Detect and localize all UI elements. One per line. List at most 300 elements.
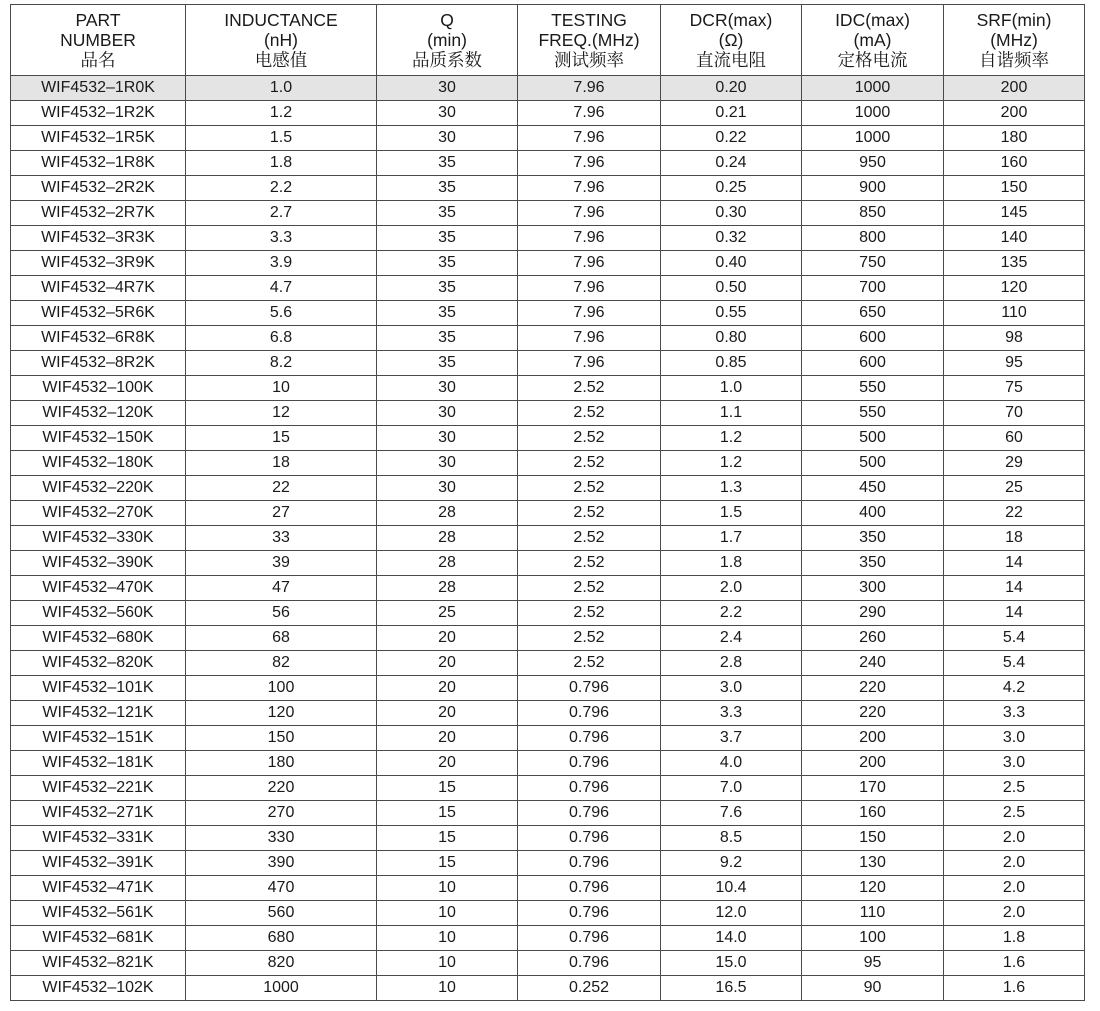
inductance-cell: 560 <box>186 901 377 926</box>
inductance-cell: 12 <box>186 401 377 426</box>
header-line-en: PART <box>75 10 121 30</box>
table-row <box>11 551 1085 576</box>
header-srf <box>944 5 1085 76</box>
test-freq-cell: 2.52 <box>518 526 661 551</box>
table-row <box>11 401 1085 426</box>
part-number-cell: WIF4532–150K <box>11 426 186 451</box>
dcr-cell: 0.24 <box>661 151 802 176</box>
table-row <box>11 326 1085 351</box>
part-number-cell: WIF4532–180K <box>11 451 186 476</box>
srf-cell: 2.5 <box>944 801 1085 826</box>
inductance-cell: 330 <box>186 826 377 851</box>
test-freq-cell: 7.96 <box>518 251 661 276</box>
dcr-cell: 0.50 <box>661 276 802 301</box>
table-row <box>11 601 1085 626</box>
srf-cell: 145 <box>944 201 1085 226</box>
srf-cell: 14 <box>944 551 1085 576</box>
q-cell: 10 <box>377 976 518 1001</box>
srf-cell: 3.3 <box>944 701 1085 726</box>
srf-cell: 75 <box>944 376 1085 401</box>
idc-cell: 600 <box>802 326 944 351</box>
srf-cell: 1.6 <box>944 976 1085 1001</box>
inductance-cell: 5.6 <box>186 301 377 326</box>
idc-cell: 240 <box>802 651 944 676</box>
header-line-zh: 自谐频率 <box>979 50 1049 70</box>
table-body <box>11 76 1085 1001</box>
inductance-cell: 4.7 <box>186 276 377 301</box>
idc-cell: 300 <box>802 576 944 601</box>
table-row <box>11 176 1085 201</box>
header-row <box>11 5 1085 76</box>
srf-cell: 3.0 <box>944 726 1085 751</box>
idc-cell: 700 <box>802 276 944 301</box>
inductance-cell: 82 <box>186 651 377 676</box>
header-line-en: Q <box>440 10 454 30</box>
test-freq-cell: 7.96 <box>518 351 661 376</box>
table-row <box>11 576 1085 601</box>
inductance-cell: 1000 <box>186 976 377 1001</box>
header-line-zh: 直流电阻 <box>696 50 766 70</box>
srf-cell: 200 <box>944 101 1085 126</box>
inductance-cell: 1.0 <box>186 76 377 101</box>
header-line-unit: (Ω) <box>718 30 744 50</box>
q-cell: 15 <box>377 851 518 876</box>
inductance-cell: 68 <box>186 626 377 651</box>
part-number-cell: WIF4532–3R3K <box>11 226 186 251</box>
table-row <box>11 701 1085 726</box>
q-cell: 20 <box>377 676 518 701</box>
dcr-cell: 3.7 <box>661 726 802 751</box>
idc-cell: 900 <box>802 176 944 201</box>
test-freq-cell: 2.52 <box>518 501 661 526</box>
inductance-cell: 1.2 <box>186 101 377 126</box>
q-cell: 20 <box>377 726 518 751</box>
table-row <box>11 951 1085 976</box>
dcr-cell: 0.85 <box>661 351 802 376</box>
part-number-cell: WIF4532–390K <box>11 551 186 576</box>
q-cell: 35 <box>377 326 518 351</box>
q-cell: 28 <box>377 526 518 551</box>
q-cell: 30 <box>377 376 518 401</box>
srf-cell: 18 <box>944 526 1085 551</box>
q-cell: 20 <box>377 701 518 726</box>
idc-cell: 950 <box>802 151 944 176</box>
srf-cell: 2.5 <box>944 776 1085 801</box>
q-cell: 35 <box>377 301 518 326</box>
table-row <box>11 501 1085 526</box>
table-row <box>11 126 1085 151</box>
inductance-cell: 3.3 <box>186 226 377 251</box>
dcr-cell: 3.0 <box>661 676 802 701</box>
inductance-cell: 680 <box>186 926 377 951</box>
dcr-cell: 12.0 <box>661 901 802 926</box>
q-cell: 35 <box>377 276 518 301</box>
srf-cell: 25 <box>944 476 1085 501</box>
idc-cell: 130 <box>802 851 944 876</box>
table-row <box>11 976 1085 1001</box>
inductance-cell: 1.5 <box>186 126 377 151</box>
dcr-cell: 14.0 <box>661 926 802 951</box>
header-idc <box>802 5 944 76</box>
test-freq-cell: 2.52 <box>518 376 661 401</box>
dcr-cell: 7.0 <box>661 776 802 801</box>
srf-cell: 200 <box>944 76 1085 101</box>
dcr-cell: 0.80 <box>661 326 802 351</box>
idc-cell: 500 <box>802 426 944 451</box>
inductance-cell: 270 <box>186 801 377 826</box>
part-number-cell: WIF4532–470K <box>11 576 186 601</box>
inductance-cell: 220 <box>186 776 377 801</box>
table-row <box>11 801 1085 826</box>
test-freq-cell: 0.796 <box>518 851 661 876</box>
header-line-zh: 品名 <box>80 50 116 70</box>
inductance-cell: 22 <box>186 476 377 501</box>
table-row <box>11 676 1085 701</box>
part-number-cell: WIF4532–821K <box>11 951 186 976</box>
dcr-cell: 0.20 <box>661 76 802 101</box>
table-row <box>11 651 1085 676</box>
inductance-cell: 10 <box>186 376 377 401</box>
header-q <box>377 5 518 76</box>
inductance-cell: 390 <box>186 851 377 876</box>
inductance-cell: 2.7 <box>186 201 377 226</box>
part-number-cell: WIF4532–331K <box>11 826 186 851</box>
part-number-cell: WIF4532–270K <box>11 501 186 526</box>
dcr-cell: 3.3 <box>661 701 802 726</box>
inductance-cell: 8.2 <box>186 351 377 376</box>
part-number-cell: WIF4532–680K <box>11 626 186 651</box>
dcr-cell: 0.22 <box>661 126 802 151</box>
dcr-cell: 8.5 <box>661 826 802 851</box>
inductance-cell: 1.8 <box>186 151 377 176</box>
idc-cell: 550 <box>802 376 944 401</box>
table-row <box>11 101 1085 126</box>
test-freq-cell: 7.96 <box>518 151 661 176</box>
srf-cell: 5.4 <box>944 626 1085 651</box>
part-number-cell: WIF4532–1R5K <box>11 126 186 151</box>
part-number-cell: WIF4532–220K <box>11 476 186 501</box>
dcr-cell: 0.32 <box>661 226 802 251</box>
q-cell: 15 <box>377 801 518 826</box>
idc-cell: 450 <box>802 476 944 501</box>
part-number-cell: WIF4532–471K <box>11 876 186 901</box>
test-freq-cell: 7.96 <box>518 276 661 301</box>
test-freq-cell: 0.252 <box>518 976 661 1001</box>
table-row <box>11 201 1085 226</box>
srf-cell: 150 <box>944 176 1085 201</box>
dcr-cell: 4.0 <box>661 751 802 776</box>
idc-cell: 170 <box>802 776 944 801</box>
q-cell: 15 <box>377 826 518 851</box>
table-row <box>11 751 1085 776</box>
q-cell: 30 <box>377 126 518 151</box>
q-cell: 28 <box>377 551 518 576</box>
header-line-en: TESTING <box>551 10 627 30</box>
idc-cell: 1000 <box>802 101 944 126</box>
part-number-cell: WIF4532–120K <box>11 401 186 426</box>
dcr-cell: 0.25 <box>661 176 802 201</box>
header-line-zh: 品质系数 <box>412 50 482 70</box>
srf-cell: 5.4 <box>944 651 1085 676</box>
header-line-zh: 定格电流 <box>837 50 908 70</box>
part-number-cell: WIF4532–271K <box>11 801 186 826</box>
part-number-cell: WIF4532–2R2K <box>11 176 186 201</box>
idc-cell: 200 <box>802 726 944 751</box>
idc-cell: 120 <box>802 876 944 901</box>
table-row <box>11 351 1085 376</box>
part-number-cell: WIF4532–561K <box>11 901 186 926</box>
table-row-highlighted <box>11 76 1085 101</box>
dcr-cell: 1.2 <box>661 451 802 476</box>
dcr-cell: 1.7 <box>661 526 802 551</box>
table-row <box>11 151 1085 176</box>
srf-cell: 1.6 <box>944 951 1085 976</box>
part-number-cell: WIF4532–1R2K <box>11 101 186 126</box>
q-cell: 10 <box>377 901 518 926</box>
table-row <box>11 876 1085 901</box>
q-cell: 30 <box>377 426 518 451</box>
part-number-cell: WIF4532–6R8K <box>11 326 186 351</box>
q-cell: 20 <box>377 626 518 651</box>
test-freq-cell: 0.796 <box>518 776 661 801</box>
header-line-en: INDUCTANCE <box>224 10 338 30</box>
idc-cell: 90 <box>802 976 944 1001</box>
idc-cell: 550 <box>802 401 944 426</box>
idc-cell: 290 <box>802 601 944 626</box>
part-number-cell: WIF4532–5R6K <box>11 301 186 326</box>
test-freq-cell: 0.796 <box>518 951 661 976</box>
test-freq-cell: 2.52 <box>518 576 661 601</box>
part-number-cell: WIF4532–820K <box>11 651 186 676</box>
idc-cell: 850 <box>802 201 944 226</box>
inductance-cell: 27 <box>186 501 377 526</box>
header-line-zh: 测试频率 <box>554 50 624 70</box>
q-cell: 30 <box>377 451 518 476</box>
dcr-cell: 1.1 <box>661 401 802 426</box>
inductance-cell: 47 <box>186 576 377 601</box>
dcr-cell: 2.2 <box>661 601 802 626</box>
srf-cell: 140 <box>944 226 1085 251</box>
table-row <box>11 776 1085 801</box>
inductance-cell: 33 <box>186 526 377 551</box>
idc-cell: 260 <box>802 626 944 651</box>
part-number-cell: WIF4532–181K <box>11 751 186 776</box>
test-freq-cell: 0.796 <box>518 826 661 851</box>
header-line-en: DCR(max) <box>689 10 773 30</box>
part-number-cell: WIF4532–221K <box>11 776 186 801</box>
header-line-unit: (nH) <box>263 30 299 50</box>
q-cell: 28 <box>377 501 518 526</box>
test-freq-cell: 0.796 <box>518 701 661 726</box>
inductance-cell: 470 <box>186 876 377 901</box>
dcr-cell: 2.8 <box>661 651 802 676</box>
srf-cell: 98 <box>944 326 1085 351</box>
table-row <box>11 926 1085 951</box>
idc-cell: 220 <box>802 676 944 701</box>
table-row <box>11 901 1085 926</box>
table-row <box>11 226 1085 251</box>
srf-cell: 2.0 <box>944 826 1085 851</box>
idc-cell: 150 <box>802 826 944 851</box>
dcr-cell: 0.40 <box>661 251 802 276</box>
test-freq-cell: 2.52 <box>518 551 661 576</box>
idc-cell: 350 <box>802 551 944 576</box>
idc-cell: 1000 <box>802 126 944 151</box>
q-cell: 30 <box>377 401 518 426</box>
inductor-spec-table <box>10 4 1085 1001</box>
table-row <box>11 826 1085 851</box>
srf-cell: 4.2 <box>944 676 1085 701</box>
part-number-cell: WIF4532–100K <box>11 376 186 401</box>
part-number-cell: WIF4532–121K <box>11 701 186 726</box>
srf-cell: 1.8 <box>944 926 1085 951</box>
header-line-unit: (mA) <box>853 30 892 50</box>
header-line-en: SRF(min) <box>976 10 1052 30</box>
test-freq-cell: 0.796 <box>518 676 661 701</box>
srf-cell: 180 <box>944 126 1085 151</box>
dcr-cell: 9.2 <box>661 851 802 876</box>
srf-cell: 14 <box>944 576 1085 601</box>
test-freq-cell: 7.96 <box>518 176 661 201</box>
header-line-zh: 电感值 <box>254 50 308 70</box>
idc-cell: 200 <box>802 751 944 776</box>
q-cell: 35 <box>377 226 518 251</box>
part-number-cell: WIF4532–1R0K <box>11 76 186 101</box>
part-number-cell: WIF4532–391K <box>11 851 186 876</box>
test-freq-cell: 2.52 <box>518 451 661 476</box>
srf-cell: 22 <box>944 501 1085 526</box>
part-number-cell: WIF4532–330K <box>11 526 186 551</box>
srf-cell: 29 <box>944 451 1085 476</box>
idc-cell: 650 <box>802 301 944 326</box>
table-row <box>11 451 1085 476</box>
inductance-cell: 3.9 <box>186 251 377 276</box>
dcr-cell: 0.21 <box>661 101 802 126</box>
header-inductance <box>186 5 377 76</box>
inductance-cell: 180 <box>186 751 377 776</box>
q-cell: 10 <box>377 951 518 976</box>
table-row <box>11 726 1085 751</box>
srf-cell: 14 <box>944 601 1085 626</box>
dcr-cell: 1.5 <box>661 501 802 526</box>
part-number-cell: WIF4532–2R7K <box>11 201 186 226</box>
idc-cell: 160 <box>802 801 944 826</box>
idc-cell: 110 <box>802 901 944 926</box>
test-freq-cell: 7.96 <box>518 126 661 151</box>
test-freq-cell: 2.52 <box>518 626 661 651</box>
inductance-cell: 820 <box>186 951 377 976</box>
q-cell: 20 <box>377 651 518 676</box>
part-number-cell: WIF4532–3R9K <box>11 251 186 276</box>
idc-cell: 600 <box>802 351 944 376</box>
test-freq-cell: 0.796 <box>518 901 661 926</box>
q-cell: 35 <box>377 201 518 226</box>
test-freq-cell: 2.52 <box>518 601 661 626</box>
part-number-cell: WIF4532–8R2K <box>11 351 186 376</box>
q-cell: 35 <box>377 351 518 376</box>
part-number-cell: WIF4532–101K <box>11 676 186 701</box>
test-freq-cell: 7.96 <box>518 226 661 251</box>
table-row <box>11 626 1085 651</box>
test-freq-cell: 7.96 <box>518 326 661 351</box>
idc-cell: 400 <box>802 501 944 526</box>
dcr-cell: 1.8 <box>661 551 802 576</box>
q-cell: 30 <box>377 101 518 126</box>
table-row <box>11 301 1085 326</box>
dcr-cell: 16.5 <box>661 976 802 1001</box>
q-cell: 28 <box>377 576 518 601</box>
inductance-cell: 39 <box>186 551 377 576</box>
srf-cell: 135 <box>944 251 1085 276</box>
table-row <box>11 526 1085 551</box>
srf-cell: 3.0 <box>944 751 1085 776</box>
part-number-cell: WIF4532–1R8K <box>11 151 186 176</box>
dcr-cell: 15.0 <box>661 951 802 976</box>
inductance-cell: 15 <box>186 426 377 451</box>
q-cell: 35 <box>377 151 518 176</box>
inductance-cell: 100 <box>186 676 377 701</box>
inductance-cell: 18 <box>186 451 377 476</box>
test-freq-cell: 2.52 <box>518 651 661 676</box>
test-freq-cell: 7.96 <box>518 301 661 326</box>
header-line-en: NUMBER <box>60 30 136 50</box>
table-row <box>11 476 1085 501</box>
table-row <box>11 426 1085 451</box>
test-freq-cell: 7.96 <box>518 76 661 101</box>
dcr-cell: 1.2 <box>661 426 802 451</box>
idc-cell: 750 <box>802 251 944 276</box>
srf-cell: 160 <box>944 151 1085 176</box>
spec-sheet <box>10 4 1084 1001</box>
part-number-cell: WIF4532–681K <box>11 926 186 951</box>
header-part-number <box>11 5 186 76</box>
test-freq-cell: 7.96 <box>518 201 661 226</box>
part-number-cell: WIF4532–4R7K <box>11 276 186 301</box>
q-cell: 25 <box>377 601 518 626</box>
table-row <box>11 376 1085 401</box>
idc-cell: 800 <box>802 226 944 251</box>
part-number-cell: WIF4532–560K <box>11 601 186 626</box>
test-freq-cell: 0.796 <box>518 801 661 826</box>
dcr-cell: 1.0 <box>661 376 802 401</box>
test-freq-cell: 0.796 <box>518 751 661 776</box>
dcr-cell: 0.55 <box>661 301 802 326</box>
idc-cell: 95 <box>802 951 944 976</box>
header-testing-freq <box>518 5 661 76</box>
srf-cell: 2.0 <box>944 876 1085 901</box>
inductance-cell: 56 <box>186 601 377 626</box>
header-line-en: IDC(max) <box>835 10 910 30</box>
test-freq-cell: 0.796 <box>518 926 661 951</box>
srf-cell: 120 <box>944 276 1085 301</box>
q-cell: 10 <box>377 926 518 951</box>
srf-cell: 2.0 <box>944 901 1085 926</box>
inductance-cell: 150 <box>186 726 377 751</box>
idc-cell: 500 <box>802 451 944 476</box>
inductance-cell: 120 <box>186 701 377 726</box>
table-row <box>11 276 1085 301</box>
dcr-cell: 7.6 <box>661 801 802 826</box>
inductance-cell: 2.2 <box>186 176 377 201</box>
part-number-cell: WIF4532–102K <box>11 976 186 1001</box>
idc-cell: 220 <box>802 701 944 726</box>
q-cell: 15 <box>377 776 518 801</box>
test-freq-cell: 0.796 <box>518 876 661 901</box>
test-freq-cell: 2.52 <box>518 476 661 501</box>
table-row <box>11 851 1085 876</box>
test-freq-cell: 7.96 <box>518 101 661 126</box>
q-cell: 35 <box>377 251 518 276</box>
